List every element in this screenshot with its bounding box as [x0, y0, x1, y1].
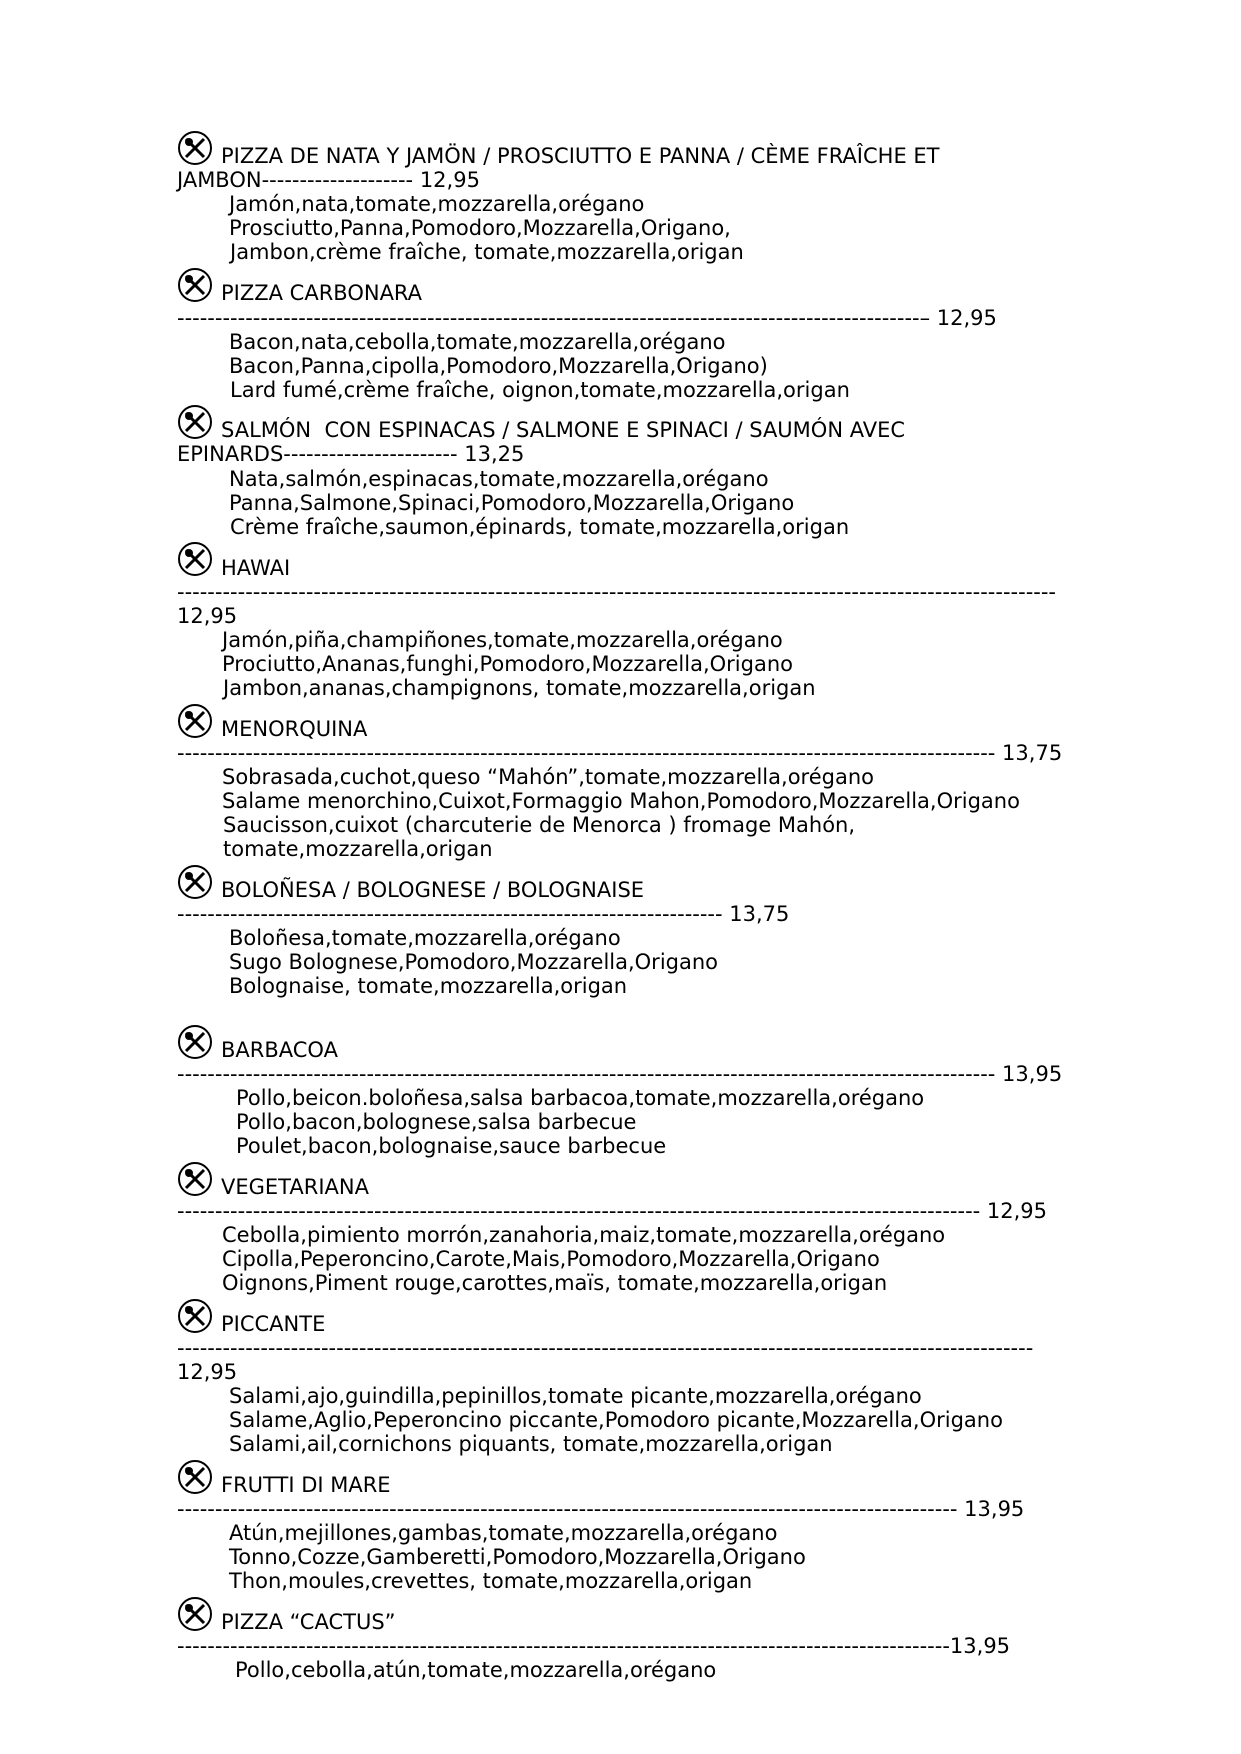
pizza-cutter-icon [177, 267, 213, 303]
ingredient-line: Saucisson,cuixot (charcuterie de Menorca ) fromage Mahón, [223, 813, 856, 837]
ingredient-line: Salame,Aglio,Peperoncino piccante,Pomodoro picante,Mozzarella,Origano [229, 1408, 1003, 1432]
ingredient-line: Salame menorchino,Cuixot,Formaggio Mahon,Pomodoro,Mozzarella,Origano [222, 789, 1020, 813]
ingredient-line: Crème fraîche,saumon,épinards, tomate,mozzarella,origan [230, 515, 850, 539]
pizza-cutter-icon [177, 703, 213, 739]
item-title: SALMÓN CON ESPINACAS / SALMONE E SPINACI / SAUMÓN AVEC [221, 418, 906, 442]
ingredient-line: Sobrasada,cuchot,queso “Mahón”,tomate,mozzarella,orégano [222, 765, 874, 789]
ingredient-line: Cebolla,pimiento morrón,zanahoria,maiz,tomate,mozzarella,orégano [222, 1223, 946, 1247]
pizza-cutter-icon [177, 1024, 213, 1060]
ingredient-line: Panna,Salmone,Spinaci,Pomodoro,Mozzarella,Origano [229, 491, 795, 515]
ingredient-line: tomate,mozzarella,origan [223, 837, 493, 861]
item-title: PIZZA CARBONARA [221, 281, 423, 305]
ingredient-line: Jambon,crème fraîche, tomate,mozzarella,origan [230, 240, 744, 264]
pizza-cutter-icon [177, 541, 213, 577]
item-title: PIZZA “CACTUS” [221, 1610, 396, 1634]
item-title: VEGETARIANA [221, 1175, 369, 1199]
pizza-cutter-icon [177, 130, 213, 166]
item-title: MENORQUINA [221, 717, 368, 741]
item-title: BOLOÑESA / BOLOGNESE / BOLOGNAISE [221, 878, 645, 902]
item-title: HAWAI [221, 556, 291, 580]
item-title: FRUTTI DI MARE [221, 1473, 391, 1497]
ingredient-line: Poulet,bacon,bolognaise,sauce barbecue [236, 1134, 667, 1158]
ingredient-line: Thon,moules,crevettes, tomate,mozzarella,origan [229, 1569, 753, 1593]
ingredient-line: Pollo,beicon.boloñesa,salsa barbacoa,tomate,mozzarella,orégano [236, 1086, 925, 1110]
item-title: PIZZA DE NATA Y JAMÖN / PROSCIUTTO E PANNA / CÈME FRAÎCHE ET [221, 144, 940, 168]
ingredient-line: Tonno,Cozze,Gamberetti,Pomodoro,Mozzarella,Origano [229, 1545, 806, 1569]
ingredient-line: Bacon,nata,cebolla,tomate,mozzarella,orégano [229, 330, 726, 354]
ingredient-line: Bolognaise, tomate,mozzarella,origan [229, 974, 628, 998]
item-price: --------------------------------------------------------------------------------------------------– 12,95 [177, 306, 997, 330]
pizza-cutter-icon [177, 404, 213, 440]
pizza-cutter-icon [177, 864, 213, 900]
ingredient-line: Oignons,Piment rouge,carottes,maïs, tomate,mozzarella,origan [222, 1271, 888, 1295]
ingredient-line: Jambon,ananas,champignons, tomate,mozzarella,origan [223, 676, 816, 700]
item-price: ------------------------------------------------------------------------------------------------------- 13,95 [177, 1497, 1025, 1521]
ingredient-line: Sugo Bolognese,Pomodoro,Mozzarella,Origano [229, 950, 719, 974]
item-price-dashes: ----------------------------------------------------------------------------------------------------------------- [177, 1336, 1034, 1360]
item-price: 12,95 [177, 604, 238, 628]
ingredient-line: Salami,ajo,guindilla,pepinillos,tomate picante,mozzarella,orégano [229, 1384, 922, 1408]
pizza-cutter-icon [177, 1596, 213, 1632]
item-title: PICCANTE [221, 1312, 326, 1336]
ingredient-line: Pollo,bacon,bolognese,salsa barbecue [236, 1110, 637, 1134]
ingredient-line: Atún,mejillones,gambas,tomate,mozzarella,orégano [229, 1521, 778, 1545]
item-price: ------------------------------------------------------------------------------------------------------------ 13,95 [177, 1062, 1063, 1086]
pizza-cutter-icon [177, 1459, 213, 1495]
item-price: ------------------------------------------------------------------------------------------------------------ 13,75 [177, 741, 1063, 765]
ingredient-line: Bacon,Panna,cipolla,Pomodoro,Mozzarella,Origano) [229, 354, 768, 378]
ingredient-line: Jamón,piña,champiñones,tomate,mozzarella,orégano [222, 628, 783, 652]
ingredient-line: Lard fumé,crème fraîche, oignon,tomate,mozzarella,origan [230, 378, 850, 402]
item-price-dashes: -------------------------------------------------------------------------------------------------------------------- [177, 580, 1057, 604]
ingredient-line: Salami,ail,cornichons piquants, tomate,mozzarella,origan [229, 1432, 833, 1456]
item-price: EPINARDS----------------------- 13,25 [177, 442, 525, 466]
item-price: ------------------------------------------------------------------------------------------------------13,95 [177, 1634, 1011, 1658]
pizza-cutter-icon [177, 1298, 213, 1334]
pizza-cutter-icon [177, 1161, 213, 1197]
ingredient-line: Jamón,nata,tomate,mozzarella,orégano [229, 192, 645, 216]
ingredient-line: Prociutto,Ananas,funghi,Pomodoro,Mozzarella,Origano [222, 652, 793, 676]
item-price: JAMBON-------------------- 12,95 [177, 168, 480, 192]
ingredient-line: Nata,salmón,espinacas,tomate,mozzarella,orégano [229, 467, 769, 491]
ingredient-line: Pollo,cebolla,atún,tomate,mozzarella,orégano [235, 1658, 717, 1682]
ingredient-line: Boloñesa,tomate,mozzarella,orégano [229, 926, 621, 950]
item-price: 12,95 [177, 1360, 238, 1384]
item-price: ---------------------------------------------------------------------------------------------------------- 12,95 [177, 1199, 1048, 1223]
ingredient-line: Prosciutto,Panna,Pomodoro,Mozzarella,Origano, [229, 216, 731, 240]
item-price: ------------------------------------------------------------------------ 13,75 [177, 902, 790, 926]
ingredient-line: Cipolla,Peperoncino,Carote,Mais,Pomodoro,Mozzarella,Origano [222, 1247, 880, 1271]
item-title: BARBACOA [221, 1038, 338, 1062]
